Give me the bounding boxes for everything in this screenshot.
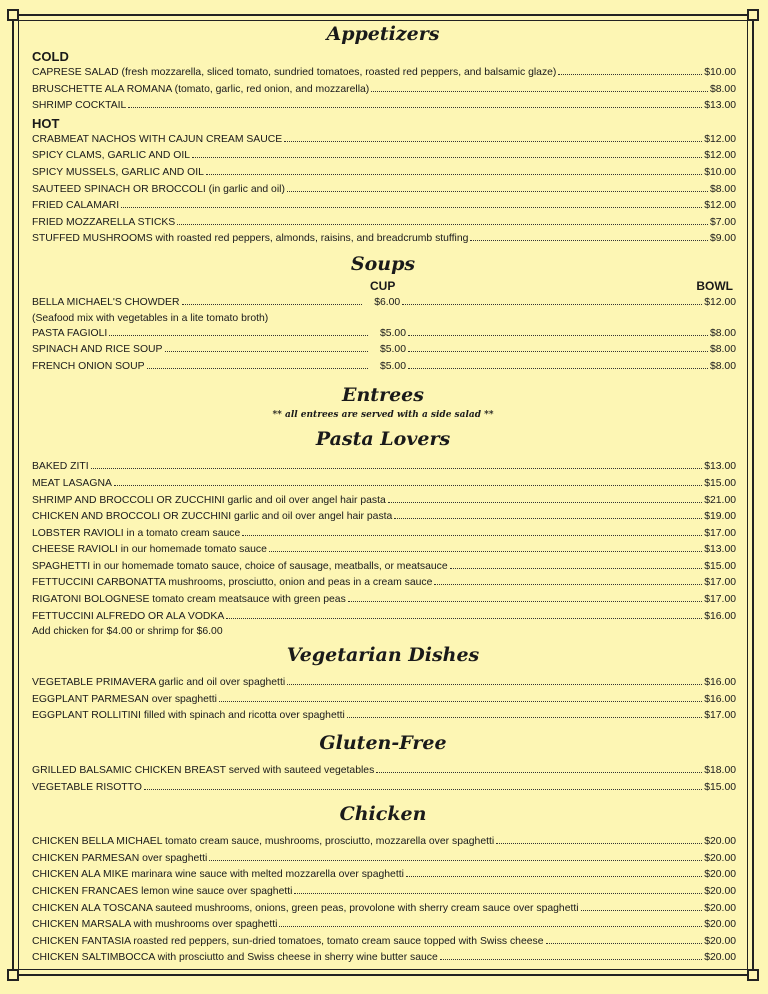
item-price: $10.00 — [704, 67, 736, 78]
item-name: MEAT LASAGNA — [32, 477, 112, 489]
leader-dots — [91, 459, 703, 469]
menu-item — [30, 692, 736, 709]
menu-item — [30, 182, 736, 199]
item-name: GRILLED BALSAMIC CHICKEN BREAST served with sauteed vegetables — [32, 765, 375, 777]
item-price: $20.00 — [704, 919, 736, 931]
soup-item — [30, 295, 736, 312]
leader-dots — [347, 708, 702, 718]
item-name: FRENCH ONION SOUP — [32, 360, 145, 372]
item-price: $17.00 — [704, 710, 736, 722]
entrees-side-salad-note: ** all entrees are served with a side salad ** — [272, 410, 494, 421]
item-price: $12.00 — [704, 200, 736, 212]
menu-item — [30, 884, 736, 901]
menu-item — [30, 675, 736, 692]
item-price: $13.00 — [704, 544, 736, 556]
item-price: $20.00 — [704, 902, 736, 914]
item-price: $9.00 — [709, 233, 736, 245]
menu-item — [30, 148, 736, 165]
item-price: $17.00 — [704, 577, 736, 589]
menu-page — [30, 22, 736, 967]
leader-dots — [206, 165, 702, 175]
menu-item — [30, 459, 736, 476]
bowl-price: $8.00 — [709, 344, 736, 356]
leader-dots — [558, 65, 702, 75]
leader-dots — [408, 326, 708, 336]
entrees-title: Entrees — [342, 384, 424, 407]
item-name: VEGETABLE PRIMAVERA garlic and oil over spaghetti — [32, 677, 286, 689]
item-name: SPICY MUSSELS, GARLIC AND OIL — [32, 166, 204, 178]
item-name: CAPRESE SALAD (fresh mozzarella, sliced tomato, sundried tomatoes, roasted red peppers, and balsamic glaze) — [32, 67, 557, 78]
leader-dots — [284, 132, 702, 142]
leader-dots — [496, 834, 702, 844]
item-price: $17.00 — [704, 527, 736, 539]
leader-dots — [376, 763, 702, 773]
item-name: BAKED ZITI — [32, 461, 89, 473]
cold-appetizer-list — [30, 65, 736, 115]
item-name: CHEESE RAVIOLI in our homemade tomato sauce — [32, 544, 267, 556]
item-price: $17.00 — [704, 594, 736, 606]
item-name: VEGETABLE RISOTTO — [32, 781, 142, 793]
soup-size-header — [30, 278, 736, 295]
leader-dots — [294, 884, 702, 894]
item-name: PASTA FAGIOLI — [32, 327, 108, 339]
item-name: SHRIMP COCKTAIL — [32, 100, 127, 112]
leader-dots — [219, 692, 702, 702]
leader-dots — [114, 476, 702, 486]
hot-appetizer-list — [30, 132, 736, 248]
bowl-price: $8.00 — [709, 360, 736, 372]
leader-dots — [182, 295, 363, 305]
gluten-free-list — [30, 763, 736, 796]
pasta-list — [30, 459, 736, 639]
item-note: (Seafood mix with vegetables in a lite tomato broth) — [32, 312, 269, 324]
cup-label: CUP — [370, 278, 396, 293]
leader-dots — [177, 215, 708, 225]
leader-dots — [287, 182, 708, 192]
item-name: BRUSCHETTE ALA ROMANA (tomato, garlic, red onion, and mozzarella) — [32, 83, 370, 95]
cup-price: $6.00 — [374, 296, 401, 308]
leader-dots — [165, 342, 368, 352]
item-name: CHICKEN ALA MIKE marinara wine sauce with melted mozzarella over spaghetti — [32, 869, 404, 881]
leader-dots — [279, 917, 702, 927]
item-name: RIGATONI BOLOGNESE tomato cream meatsauce with green peas — [32, 594, 346, 606]
leader-dots — [440, 950, 702, 960]
cup-price: $5.00 — [379, 360, 406, 372]
item-name: FRIED MOZZARELLA STICKS — [32, 216, 176, 228]
leader-dots — [192, 148, 702, 158]
menu-item — [30, 559, 736, 576]
menu-item — [30, 493, 736, 510]
item-name: SHRIMP AND BROCCOLI OR ZUCCHINI garlic and oil over angel hair pasta — [32, 494, 386, 506]
vegetarian-title: Vegetarian Dishes — [286, 644, 480, 667]
item-name: BELLA MICHAEL'S CHOWDER — [32, 296, 180, 308]
item-name: CHICKEN ALA TOSCANA sauteed mushrooms, onions, green peas, provolone with sherry cream sauce over spaghetti — [32, 902, 579, 914]
item-price: $15.00 — [704, 477, 736, 489]
leader-dots — [209, 851, 702, 861]
menu-item — [30, 65, 736, 82]
leader-dots — [434, 575, 702, 585]
item-price: $15.00 — [704, 781, 736, 793]
item-name: FETTUCCINI ALFREDO OR ALA VODKA — [32, 610, 225, 622]
item-name: CHICKEN MARSALA with mushrooms over spaghetti — [32, 919, 278, 931]
item-price: $10.00 — [704, 166, 736, 178]
soup-item — [30, 326, 736, 343]
menu-item — [30, 198, 736, 215]
leader-dots — [470, 231, 708, 241]
leader-dots — [402, 295, 702, 305]
item-price: $8.00 — [709, 183, 736, 195]
menu-item — [30, 98, 736, 115]
item-price: $12.00 — [704, 133, 736, 145]
corner-ornament-bottom-right — [747, 969, 759, 981]
leader-dots — [269, 542, 702, 552]
leader-dots — [226, 609, 702, 619]
soup-item — [30, 359, 736, 376]
leader-dots — [128, 98, 702, 108]
menu-item — [30, 901, 736, 918]
leader-dots — [371, 82, 708, 92]
cold-subheading: COLD — [32, 49, 69, 64]
item-name: CHICKEN SALTIMBOCCA with prosciutto and Swiss cheese in sherry wine butter sauce — [32, 952, 438, 964]
menu-item — [30, 542, 736, 559]
leader-dots — [450, 559, 703, 569]
hot-subheading: HOT — [32, 115, 60, 131]
item-name: FRIED CALAMARI — [32, 200, 120, 212]
menu-item — [30, 215, 736, 232]
item-price: $20.00 — [704, 869, 736, 881]
item-price: $12.00 — [704, 150, 736, 162]
menu-item — [30, 851, 736, 868]
menu-item — [30, 526, 736, 543]
leader-dots — [394, 509, 702, 519]
menu-item — [30, 708, 736, 725]
menu-item — [30, 609, 736, 626]
item-name: CHICKEN FANTASIA roasted red peppers, sun-dried tomatoes, tomato cream sauce topped with Swiss cheese — [32, 935, 544, 947]
menu-item — [30, 165, 736, 182]
item-price: $20.00 — [704, 886, 736, 897]
menu-item — [30, 575, 736, 592]
menu-item — [30, 82, 736, 99]
menu-item — [30, 592, 736, 609]
item-name: STUFFED MUSHROOMS with roasted red peppers, almonds, raisins, and breadcrumb stuffing — [32, 233, 469, 245]
corner-ornament-top-right — [747, 9, 759, 21]
item-price: $19.00 — [704, 511, 736, 523]
item-name: CHICKEN BELLA MICHAEL tomato cream sauce, mushrooms, prosciutto, mozzarella over spaghetti — [32, 836, 495, 848]
pasta-addon-note: Add chicken for $4.00 or shrimp for $6.00 — [32, 626, 223, 638]
leader-dots — [287, 675, 702, 685]
menu-item — [30, 867, 736, 884]
cup-price: $5.00 — [379, 344, 406, 356]
vegetarian-list — [30, 675, 736, 725]
item-price: $15.00 — [704, 560, 736, 572]
item-name: SPAGHETTI in our homemade tomato sauce, choice of sausage, meatballs, or meatsauce — [32, 560, 448, 572]
leader-dots — [581, 901, 703, 911]
item-price: $20.00 — [704, 935, 736, 947]
item-price: $16.00 — [704, 677, 736, 689]
item-name: CHICKEN PARMESAN over spaghetti — [32, 852, 208, 864]
menu-item — [30, 231, 736, 248]
menu-item — [30, 780, 736, 797]
item-price: $21.00 — [704, 494, 736, 506]
item-price: $16.00 — [704, 693, 736, 705]
item-price: $20.00 — [704, 852, 736, 864]
soups-title: Soups — [350, 252, 416, 275]
leader-dots — [348, 592, 702, 602]
leader-dots — [147, 359, 368, 369]
leader-dots — [408, 359, 708, 369]
pasta-lovers-title: Pasta Lovers — [315, 428, 451, 451]
leader-dots — [546, 934, 703, 944]
item-name: SPICY CLAMS, GARLIC AND OIL — [32, 150, 191, 162]
leader-dots — [406, 867, 702, 877]
item-name: CRABMEAT NACHOS WITH CAJUN CREAM SAUCE — [32, 133, 283, 145]
item-name: FETTUCCINI CARBONATTA mushrooms, prosciutto, onion and peas in a cream sauce — [32, 577, 433, 589]
appetizers-title: Appetizers — [326, 23, 440, 45]
item-name: SPINACH AND RICE SOUP — [32, 344, 163, 356]
menu-item — [30, 476, 736, 493]
chicken-list — [30, 834, 736, 967]
item-price: $13.00 — [704, 100, 736, 112]
item-price: $8.00 — [709, 83, 736, 95]
menu-item — [30, 509, 736, 526]
leader-dots — [144, 780, 702, 790]
leader-dots — [388, 493, 702, 503]
item-price: $16.00 — [704, 610, 736, 622]
item-price: $18.00 — [704, 765, 736, 777]
menu-item — [30, 132, 736, 149]
menu-item — [30, 834, 736, 851]
item-name: SAUTEED SPINACH OR BROCCOLI (in garlic and oil) — [32, 183, 285, 195]
menu-item — [30, 917, 736, 934]
bowl-price: $8.00 — [709, 327, 736, 339]
chicken-title: Chicken — [339, 803, 427, 826]
cup-price: $5.00 — [379, 327, 406, 339]
leader-dots — [109, 326, 368, 336]
item-name: EGGPLANT ROLLITINI filled with spinach and ricotta over spaghetti — [32, 710, 345, 722]
item-name: CHICKEN AND BROCCOLI OR ZUCCHINI garlic and oil over angel hair pasta — [32, 511, 393, 523]
item-name: EGGPLANT PARMESAN over spaghetti — [32, 693, 217, 705]
item-name: LOBSTER RAVIOLI in a tomato cream sauce — [32, 527, 241, 539]
bowl-price: $12.00 — [704, 296, 736, 308]
soup-item — [30, 342, 736, 359]
gluten-free-title: Gluten-Free — [319, 732, 447, 755]
item-price: $20.00 — [704, 952, 736, 964]
menu-item — [30, 950, 736, 967]
corner-ornament-top-left — [7, 9, 19, 21]
leader-dots — [408, 342, 708, 352]
item-name: CHICKEN FRANCAES lemon wine sauce over spaghetti — [32, 886, 293, 897]
menu-item — [30, 934, 736, 951]
item-price: $20.00 — [704, 836, 736, 848]
item-price: $13.00 — [704, 461, 736, 473]
leader-dots — [121, 198, 702, 208]
corner-ornament-bottom-left — [7, 969, 19, 981]
menu-item — [30, 763, 736, 780]
soup-list — [30, 295, 736, 375]
bowl-label: BOWL — [696, 278, 733, 293]
item-price: $7.00 — [709, 216, 736, 228]
leader-dots — [242, 526, 702, 536]
